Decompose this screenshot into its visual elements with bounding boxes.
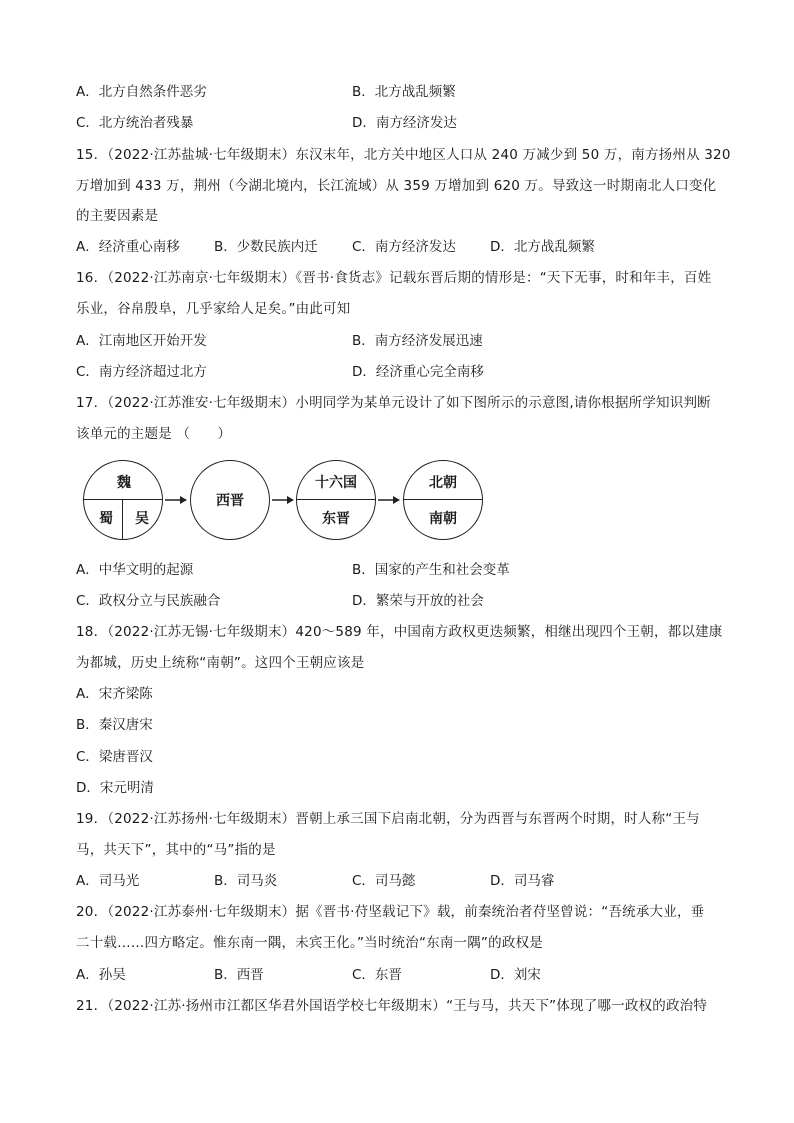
q20-stem-line-2: 二十载……四方略定。惟东南一隅，未宾王化。”当时统治“东南一隅”的政权是 (76, 935, 543, 951)
diagram-circle-sixteen-kingdoms (296, 460, 376, 540)
label-wu: 吴 (135, 511, 149, 527)
q15-option-c[interactable]: C．南方经济发达 (352, 239, 456, 255)
q15-option-a[interactable]: A．经济重心南移 (76, 239, 180, 255)
circle-divider-horizontal (84, 499, 162, 500)
label-shu: 蜀 (99, 511, 113, 527)
q20-option-b[interactable]: B．西晋 (214, 967, 264, 983)
arrow-right-icon (271, 494, 295, 506)
q17-option-c[interactable]: C．政权分立与民族融合 (76, 593, 221, 609)
circle-divider-horizontal (297, 499, 375, 500)
q20-option-a[interactable]: A．孙吴 (76, 967, 126, 983)
label-northern-dynasties: 北朝 (429, 475, 457, 491)
q14-option-a[interactable]: A．北方自然条件恶劣 (76, 84, 207, 100)
q19-stem-line-1: 19．（2022·江苏扬州·七年级期末）晋朝上承三国下启南北朝，分为西晋与东晋两个时期，时人称“王与 (76, 811, 700, 827)
label-southern-dynasties: 南朝 (429, 511, 457, 527)
q16-option-b[interactable]: B．南方经济发展迅速 (352, 333, 483, 349)
q18-option-b[interactable]: B．秦汉唐宋 (76, 717, 153, 733)
q18-stem-line-1: 18．（2022·江苏无锡·七年级期末）420～589 年，中国南方政权更迭频繁，相继出现四个王朝，都以建康 (76, 624, 723, 640)
diagram-circle-western-jin (190, 460, 270, 540)
q17-option-a[interactable]: A．中华文明的起源 (76, 562, 194, 578)
arrow-right-icon (377, 494, 401, 506)
circle-divider-vertical (122, 499, 123, 540)
diagram-circle-three-kingdoms (83, 460, 163, 540)
q14-option-d[interactable]: D．南方经济发达 (352, 115, 457, 131)
label-western-jin: 西晋 (216, 493, 244, 509)
q14-option-b[interactable]: B．北方战乱频繁 (352, 84, 456, 100)
q19-option-b[interactable]: B．司马炎 (214, 873, 278, 889)
q20-option-d[interactable]: D．刘宋 (490, 967, 541, 983)
q18-option-a[interactable]: A．宋齐梁陈 (76, 686, 153, 702)
q19-option-a[interactable]: A．司马光 (76, 873, 140, 889)
q15-stem-line-1: 15．（2022·江苏盐城·七年级期末）东汉末年，北方关中地区人口从 240 万减少到 50 万，南方扬州从 320 (76, 147, 731, 163)
q19-stem-line-2: 马，共天下”，其中的“马”指的是 (76, 842, 276, 858)
q15-option-d[interactable]: D．北方战乱频繁 (490, 239, 595, 255)
circle-divider-horizontal (404, 499, 482, 500)
label-wei: 魏 (117, 475, 131, 491)
q19-option-c[interactable]: C．司马懿 (352, 873, 416, 889)
q19-option-d[interactable]: D．司马睿 (490, 873, 555, 889)
q16-stem-line-1: 16．（2022·江苏南京·七年级期末）《晋书·食货志》记载东晋后期的情形是：“天下无事，时和年丰，百姓 (76, 270, 712, 286)
q14-option-c[interactable]: C．北方统治者残暴 (76, 115, 194, 131)
q18-stem-line-2: 为都城，历史上统称“南朝”。这四个王朝应该是 (76, 655, 365, 671)
q16-option-c[interactable]: C．南方经济超过北方 (76, 364, 207, 380)
q18-option-c[interactable]: C．梁唐晋汉 (76, 749, 153, 765)
q17-option-d[interactable]: D．繁荣与开放的社会 (352, 593, 484, 609)
q15-option-b[interactable]: B．少数民族内迁 (214, 239, 318, 255)
q20-option-c[interactable]: C．东晋 (352, 967, 402, 983)
q15-stem-line-3: 的主要因素是 (76, 208, 159, 224)
q16-option-d[interactable]: D．经济重心完全南移 (352, 364, 484, 380)
label-sixteen-kingdoms: 十六国 (315, 475, 357, 491)
q16-option-a[interactable]: A．江南地区开始开发 (76, 333, 207, 349)
label-eastern-jin: 东晋 (322, 511, 350, 527)
q16-stem-line-2: 乐业，谷帛殷阜，几乎家给人足矣。”由此可知 (76, 301, 351, 317)
q15-stem-line-2: 万增加到 433 万，荆州（今湖北境内，长江流域）从 359 万增加到 620 万。导致这一时期南北人口变化 (76, 178, 717, 194)
q17-option-b[interactable]: B．国家的产生和社会变革 (352, 562, 510, 578)
q21-stem-line-1: 21．（2022·江苏·扬州市江都区华君外国语学校七年级期末）“王与马，共天下”体现了哪一政权的政治特 (76, 998, 708, 1014)
arrow-right-icon (164, 494, 188, 506)
q18-option-d[interactable]: D．宋元明清 (76, 780, 154, 796)
q17-stem-line-2: 该单元的主题是 （ ） (76, 426, 232, 442)
diagram-circle-southern-northern (403, 460, 483, 540)
q17-stem-line-1: 17．（2022·江苏淮安·七年级期末）小明同学为某单元设计了如下图所示的示意图,请你根据所学知识判断 (76, 395, 711, 411)
q20-stem-line-1: 20．（2022·江苏泰州·七年级期末）据《晋书·苻坚载记下》载，前秦统治者苻坚曾说：“吾统承大业，垂 (76, 904, 705, 920)
